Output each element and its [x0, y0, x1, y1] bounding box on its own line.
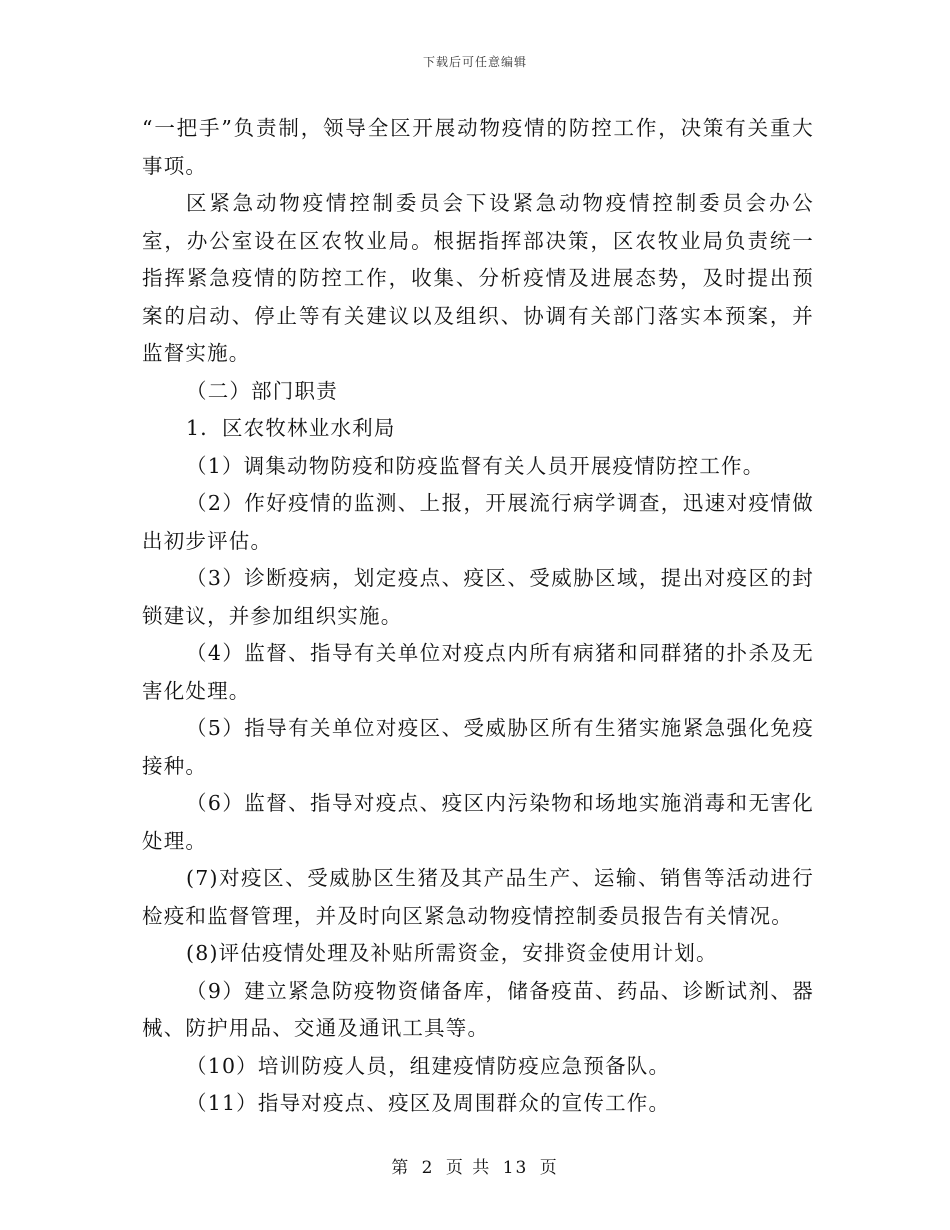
document-body — [142, 110, 814, 1123]
list-item: （4）监督、指导有关单位对疫点内所有病猪和同群猪的扑杀及无害化处理。 — [142, 641, 814, 703]
footer-suffix: 页 — [539, 1158, 559, 1178]
list-item: （2）作好疫情的监测、上报，开展流行病学调查，迅速对疫情做出初步评估。 — [142, 491, 814, 553]
page-header: 下载后可任意编辑 — [422, 55, 527, 69]
list-item: (8)评估疫情处理及补贴所需资金，安排资金使用计划。 — [186, 941, 718, 965]
footer-prefix: 第 — [391, 1158, 411, 1178]
current-page-number: 2 — [421, 1158, 435, 1178]
list-item: （6）监督、指导对疫点、疫区内污染物和场地实施消毒和无害化处理。 — [142, 791, 814, 853]
footer-mid: 页 共 — [445, 1158, 492, 1178]
list-item: （9）建立紧急防疫物资储备库，储备疫苗、药品、诊断试剂、器械、防护用品、交通及通讯工具等。 — [142, 978, 814, 1040]
list-item: （11）指导对疫点、疫区及周围群众的宣传工作。 — [186, 1091, 671, 1115]
section-heading: （二）部门职责 — [186, 378, 338, 403]
subsection-heading: 1．区农牧林业水利局 — [186, 416, 396, 440]
paragraph-0: “一把手”负责制，领导全区开展动物疫情的防控工作，决策有关重大事项。 — [142, 116, 814, 178]
list-item: （10）培训防疫人员，组建疫情防疫应急预备队。 — [186, 1053, 671, 1078]
list-item: （1）调集动物防疫和防疫监督有关人员开展疫情防控工作。 — [186, 453, 765, 478]
page-footer — [0, 1153, 950, 1178]
total-page-count: 13 — [502, 1158, 529, 1178]
list-item: （3）诊断疫病，划定疫点、疫区、受威胁区域，提出对疫区的封锁建议，并参加组织实施。 — [142, 566, 814, 628]
paragraph-1: 区紧急动物疫情控制委员会下设紧急动物疫情控制委员会办公室，办公室设在区农牧业局。根据指挥部决策，区农牧业局负责统一指挥紧急疫情的防控工作，收集、分析疫情及进展态势，及时提出预案的启动、停止等有关建议以及组织、协调有关部门落实本预案，并监督实施。 — [142, 191, 814, 365]
list-item: (7)对疫区、受威胁区生猪及其产品生产、运输、销售等活动进行检疫和监督管理，并及时向区紧急动物疫情控制委员报告有关情况。 — [142, 866, 814, 928]
list-item: （5）指导有关单位对疫区、受威胁区所有生猪实施紧急强化免疫接种。 — [142, 716, 814, 778]
